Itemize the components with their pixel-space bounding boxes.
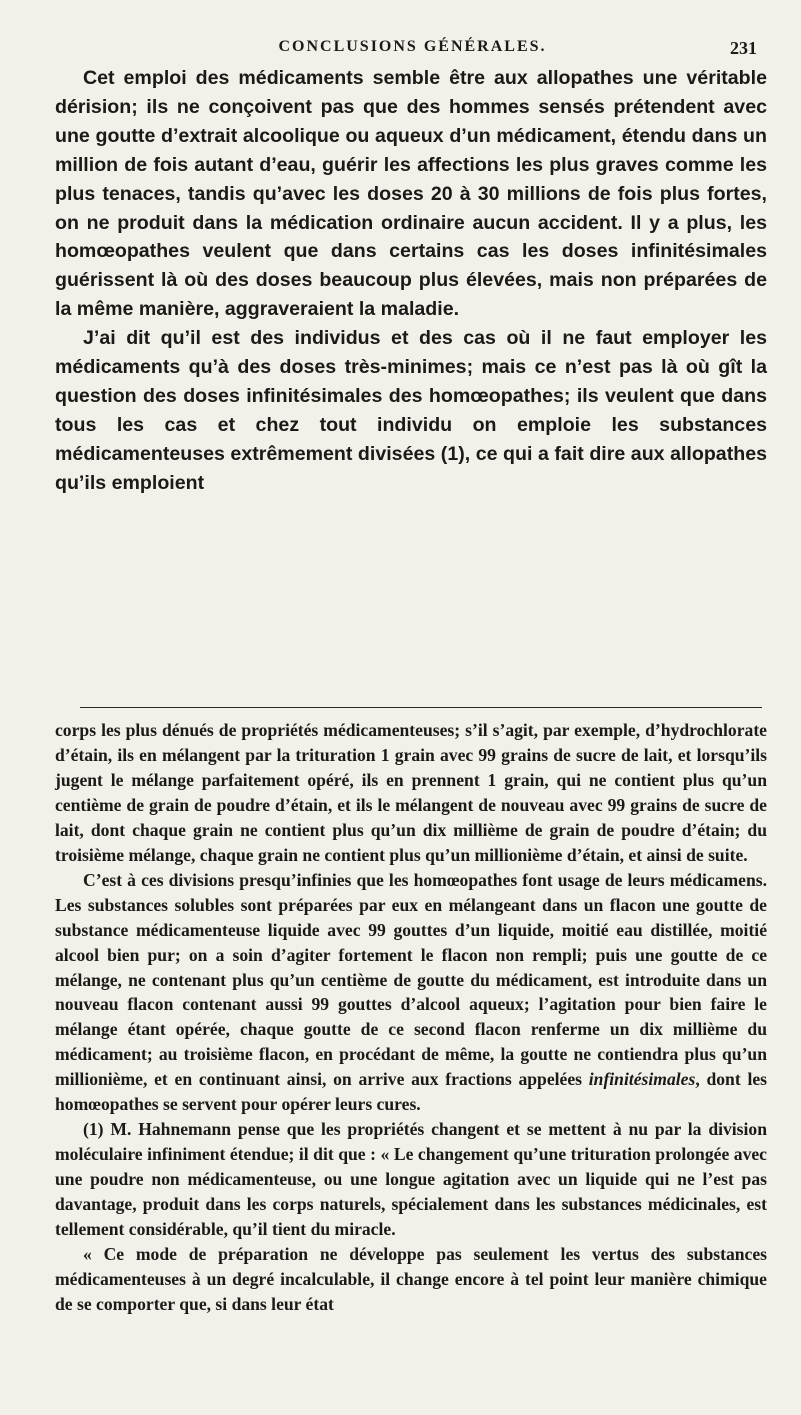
running-title: CONCLUSIONS GÉNÉRALES. [278, 38, 547, 55]
footnote-text-end: , dont les homœopathes se servent pour opérer leurs cures. [55, 1069, 768, 1115]
footnote-text: C’est à ces divisions presqu’infinies que les homœopathes font usage de leurs médicamens. Les substances solubles sont préparées par eux en mélangeant dans un flacon une goutte de substance médicamenteuse liquide avec 99 gouttes d’un liquide, moitié eau distillée, moitié alcool bien pur; on a soin d’agiter fortement le flacon non rempli; puis une goutte de ce mélange, ne contenant plus qu’un centième de goutte du médicament, est introduite dans un nouveau flacon contenant aussi 99 gouttes d’alcool aqueux; l’agitation pour bien faire le mélange étant opérée, chaque goutte de ce second flacon renferme un dix millième du médicament; au troisième flacon, en procédant de même, la goutte ne contiendra plus qu’un millionième, et en continuant ainsi, on arrive aux fractions appelées [55, 869, 767, 1090]
footnotes [55, 718, 767, 1317]
footnote-emphasis: infinitésimales [588, 1069, 696, 1090]
page-number: 231 [730, 38, 757, 58]
main-text [55, 64, 767, 498]
paragraph-2: J’ai dit qu’il est des individus et des cas où il ne faut employer les médicaments qu’à des doses très-minimes; mais ce n’est pas là où gît la question des doses infinitésimales des homœopathes; ils veulent que dans tous les cas et chez tout individu on emploie les substances médicamenteuses extrêmement divisées (1), ce qui a fait dire aux allopathes qu’ils emploient [55, 327, 767, 494]
paragraph-1: Cet emploi des médicaments semble être aux allopathes une véritable dérision; ils ne conçoivent pas que des hommes sensés prétendent avec une goutte d’extrait alcoolique ou aqueux d’un médicament, étendu dans un million de fois autant d’eau, guérir les affections les plus graves comme les plus tenaces, tandis qu’avec les doses 20 à 30 millions de fois plus fortes, on ne produit dans la médication ordinaire aucun accident. Il y a plus, les homœopathes veulent que dans certains cas les doses infinitésimales guérissent là où des doses beaucoup plus élevées, mais non préparées de la même manière, aggraveraient la maladie. [55, 67, 767, 321]
footnote-1: (1) M. Hahnemann pense que les propriétés changent et se mettent à nu par la division moléculaire infiniment étendue; il dit que : « Le changement qu’une trituration prolongée avec une poudre non médicamenteuse, ou une longue agitation avec un liquide qui ne l’est pas davantage, produit dans les corps naturels, spécialement dans les substances médicinales, est tellement considérable, qu’il tient du miracle. [55, 1119, 767, 1240]
footnote-quote: « Ce mode de préparation ne développe pas seulement les vertus des substances médicamenteuses à un degré incalculable, il change encore à tel point leur manière chimique de se comporter que, si dans leur état [55, 1244, 767, 1314]
page-header [68, 38, 757, 66]
footnote-divider [80, 707, 762, 708]
footnote-paragraph [55, 868, 767, 1118]
footnote-continuation: corps les plus dénués de propriétés médicamenteuses; s’il s’agit, par exemple, d’hydrochlorate d’étain, ils en mélangent par la trituration 1 grain avec 99 grains de sucre de lait, et lorsqu’ils jugent le mélange parfaitement opéré, ils en prennent 1 grain, qui ne contient plus qu’un centième de grain de poudre d’étain, et ils le mélangent de nouveau avec 99 grains de sucre de lait, dont chaque grain ne contient plus qu’un dix millième de grain de poudre d’étain; du troisième mélange, chaque grain ne contient plus qu’un millionième d’étain, et ainsi de suite. [55, 720, 767, 865]
